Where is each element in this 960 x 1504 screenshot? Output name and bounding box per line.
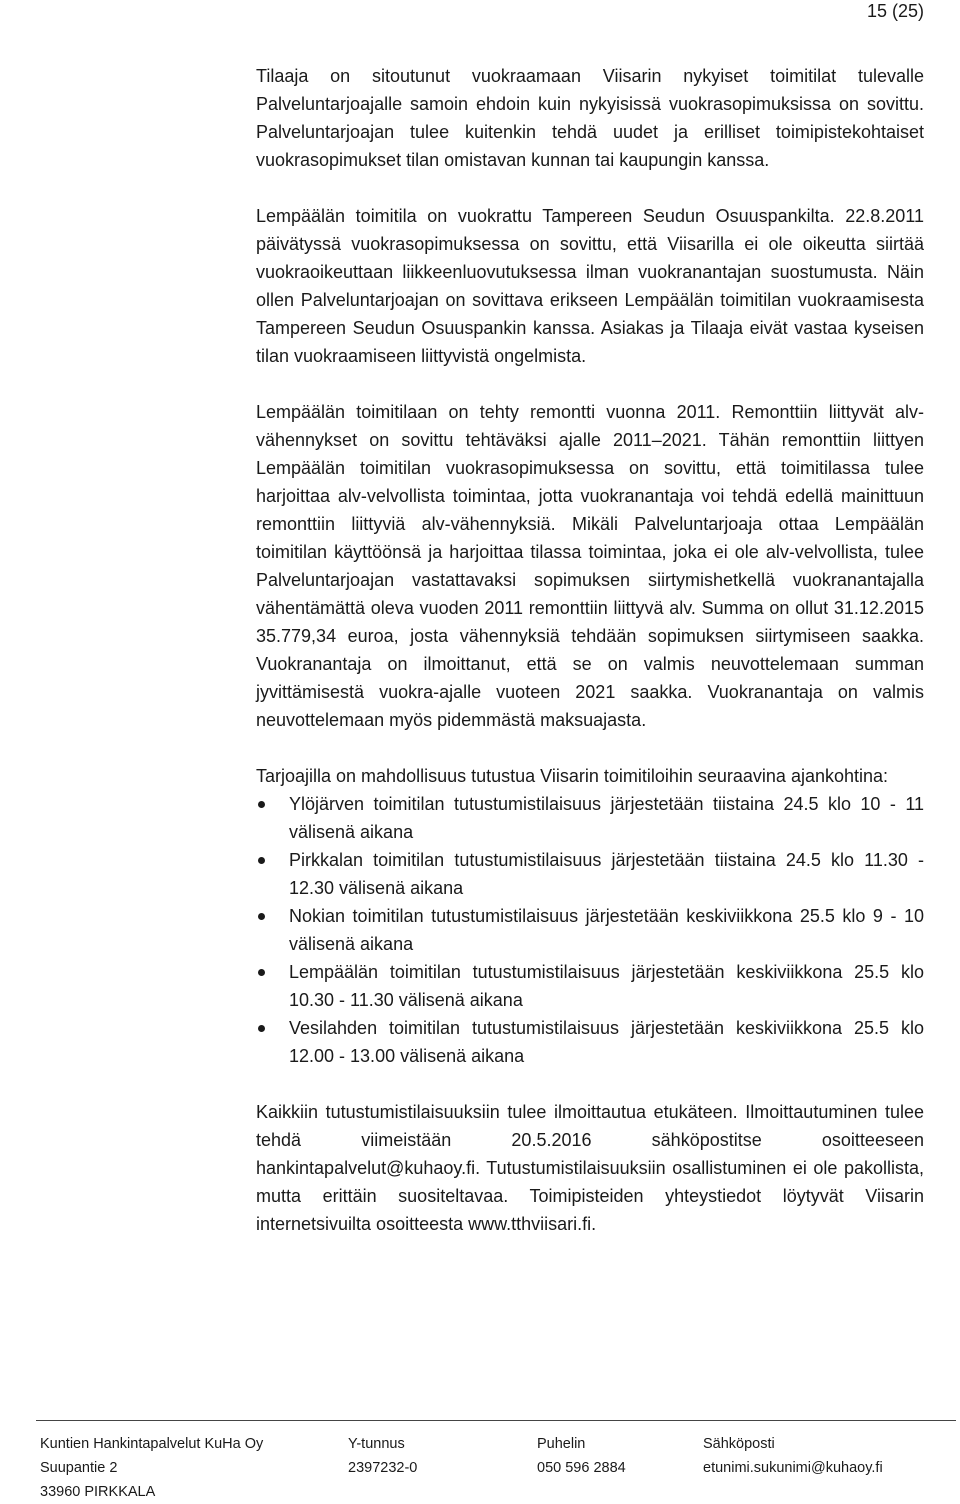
visit-list [256,790,924,1070]
footer-email [703,1432,883,1480]
paragraph-visit-intro: Tarjoajilla on mahdollisuus tutustua Viisarin toimitiloihin seuraavina ajankohtina: [256,766,889,786]
page-number: 15 (25) [866,1,924,21]
footer-postal: 33960 PIRKKALA [40,1484,156,1500]
list-item: Lempäälän toimitilan tutustumistilaisuus järjestetään keskiviikkona 25.5 klo 10.30 - 11.30 välisenä aikana [256,958,924,1014]
paragraph-registration: Kaikkiin tutustumistilaisuuksiin tulee ilmoittautua etukäteen. Ilmoittautuminen tulee tehdä viimeistään 20.5.2016 sähköpostitse osoitteeseen hankintapalvelut@kuhaoy.fi. Tutustumistilaisuuksiin osallistuminen ei ole pakollista, mutta erittäin suositeltavaa. Toimipisteiden yhteystiedot löytyvät Viisarin internetsivuilta osoitteesta www.tthviisari.fi. [256,1102,924,1234]
footer-email-label: Sähköposti [703,1436,775,1452]
footer-phone-label: Puhelin [537,1436,586,1452]
footer-company: Kuntien Hankintapalvelut KuHa Oy [40,1436,264,1452]
footer-business-id [348,1432,417,1480]
paragraph-lempaala-lease: Lempäälän toimitila on vuokrattu Tampereen Seudun Osuuspankilta. 22.8.2011 päivätyssä vuokrasopimuksessa on sovittu, että Viisarilla ei ole oikeutta siirtää vuokraoikeuttaan liikkeenluovutuksessa ilman vuokranantajan suostumusta. Näin ollen Palveluntarjoajan on sovittava erikseen Lempäälän toimitilan vuokraamisesta Tampereen Seudun Osuuspankin kanssa. Asiakas ja Tilaaja eivät vastaa kyseisen tilan vuokraamiseen liittyvistä ongelmista. [256,206,924,366]
list-item: Ylöjärven toimitilan tutustumistilaisuus järjestetään tiistaina 24.5 klo 10 - 11 välisenä aikana [256,790,924,846]
paragraph-renovation-vat: Lempäälän toimitilaan on tehty remontti vuonna 2011. Remonttiin liittyvät alv-vähennykset on sovittu tehtäväksi ajalle 2011–2021. Tähän remonttiin liittyen Lempäälän toimitilan vuokrasopimuksessa on sovittu, että toimitilassa tulee harjoittaa alv-velvollista toimintaa, jotta vuokranantaja voi tehdä edellä mainittuun remonttiin liittyviä alv-vähennyksiä. Mikäli Palveluntarjoaja ottaa Lempäälän toimitilan käyttöönsä ja harjoittaa tilassa toimintaa, joka ei ole alv-velvollista, tulee Palveluntarjoajan vastattavaksi sopimuksen siirtymishetkellä vuokranantajalla vähentämättä oleva vuoden 2011 remonttiin liittyvä alv. Summa on ollut 31.12.2015 35.779,34 euroa, josta vähennyksiä tehdään sopimuksen siirtymiseen saakka. Vuokranantaja on ilmoittanut, että se on valmis neuvottelemaan summan jyvittämisestä vuokra-ajalle vuoteen 2021 saakka. Vuokranantaja on valmis neuvottelemaan myös pidemmästä maksuajasta. [256,402,924,730]
paragraph-lease-commitment: Tilaaja on sitoutunut vuokraamaan Viisarin nykyiset toimitilat tulevalle Palveluntarjoajalle samoin ehdoin kuin nykyisissä vuokrasopimuksissa on sovittu. Palveluntarjoajan tulee kuitenkin tehdä uudet ja erilliset toimipistekohtaiset vuokrasopimukset tilan omistavan kunnan tai kaupungin kanssa. [256,66,924,170]
footer-phone-number: 050 596 2884 [537,1460,626,1476]
footer-address [40,1432,263,1504]
footer-street: Suupantie 2 [40,1460,118,1476]
list-item: Nokian toimitilan tutustumistilaisuus järjestetään keskiviikkona 25.5 klo 9 - 10 välisenä aikana [256,902,924,958]
document-body [256,62,924,1238]
footer-ytunnus-label: Y-tunnus [348,1436,405,1452]
footer-ytunnus: 2397232-0 [348,1460,418,1476]
list-item: Pirkkalan toimitilan tutustumistilaisuus järjestetään tiistaina 24.5 klo 11.30 - 12.30 välisenä aikana [256,846,924,902]
list-item: Vesilahden toimitilan tutustumistilaisuus järjestetään keskiviikkona 25.5 klo 12.00 - 13.00 välisenä aikana [256,1014,924,1070]
footer-email-address: etunimi.sukunimi@kuhaoy.fi [703,1460,883,1476]
footer-divider [36,1420,956,1421]
footer-phone [537,1432,626,1480]
